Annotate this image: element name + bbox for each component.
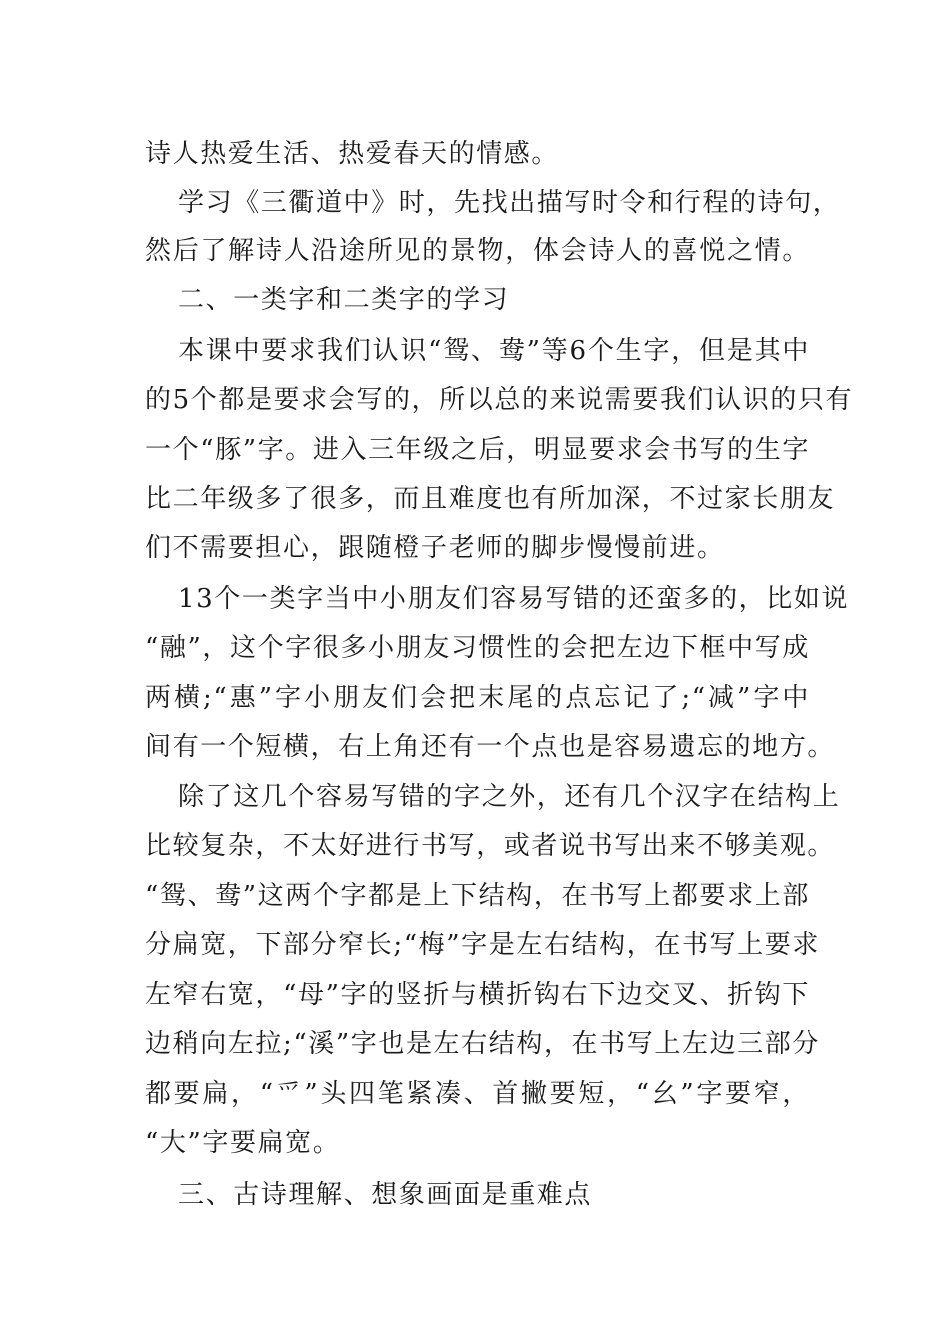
- paragraph-line: 比较复杂，不太好进行书写，或者说书写出来不够美观。: [145, 831, 836, 861]
- paragraph-line: 都要扁，“爫”头四笔紧凑、首撇要短，“幺”字要窄，: [145, 1079, 810, 1109]
- paragraph-line: 们不需要担心，跟随橙子老师的脚步慢慢前进。: [145, 533, 725, 563]
- paragraph-line: 一个“豚”字。进入三年级之后，明显要求会书写的生字: [145, 435, 810, 465]
- paragraph-line: 本课中要求我们认识“鸳、鸯”等6个生字，但是其中: [178, 336, 810, 366]
- paragraph-line: “大”字要扁宽。: [145, 1128, 341, 1158]
- paragraph-line: 比二年级多了很多，而且难度也有所加深，不过家长朋友: [145, 484, 836, 514]
- paragraph-line: 边稍向左拉;“溪”字也是左右结构，在书写上左边三部分: [145, 1029, 820, 1059]
- paragraph-line: 学习《三衢道中》时，先找出描写时令和行程的诗句，: [178, 188, 841, 218]
- paragraph-line: 两横;“惠”字小朋友们会把末尾的点忘记了;“减”字中: [145, 683, 810, 713]
- paragraph-line: 13个一类字当中小朋友们容易写错的还蛮多的，比如说: [178, 584, 850, 614]
- paragraph-line: “融”，这个字很多小朋友习惯性的会把左边下框中写成: [145, 633, 810, 663]
- paragraph-line: 除了这几个容易写错的字之外，还有几个汉字在结构上: [178, 782, 841, 812]
- paragraph-line: 左窄右宽，“母”字的竖折与横折钩右下边交叉、折钩下: [145, 980, 810, 1010]
- paragraph-line: “鸳、鸯”这两个字都是上下结构，在书写上都要求上部: [145, 881, 810, 911]
- paragraph-line: 诗人热爱生活、热爱春天的情感。: [145, 139, 560, 169]
- section-heading: 二、一类字和二类字的学习: [178, 285, 510, 315]
- paragraph-line: 分扁宽，下部分窄长;“梅”字是左右结构，在书写上要求: [145, 930, 820, 960]
- paragraph-line: 然后了解诗人沿途所见的景物，体会诗人的喜悦之情。: [145, 236, 810, 266]
- paragraph-line: 间有一个短横，右上角还有一个点也是容易遗忘的地方。: [145, 732, 836, 762]
- paragraph-line: 的5个都是要求会写的，所以总的来说需要我们认识的只有: [145, 385, 854, 415]
- section-heading: 三、古诗理解、想象画面是重难点: [178, 1180, 593, 1210]
